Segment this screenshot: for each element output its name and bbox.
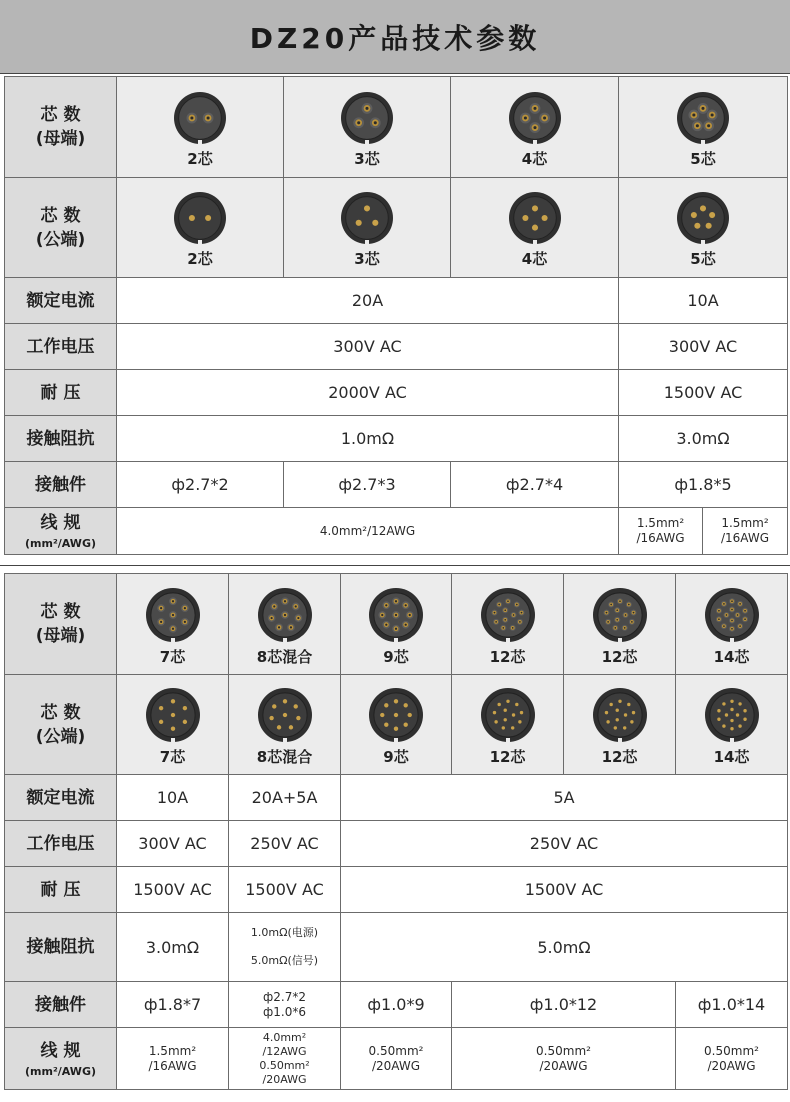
contacts-value: ф1.0*14 — [676, 982, 788, 1028]
connector-cell — [564, 574, 676, 675]
contacts-label: 接触件 — [5, 462, 117, 508]
divider — [0, 565, 790, 566]
wire-value: 1.5mm² /16AWG — [117, 1028, 229, 1090]
connector-cell — [341, 675, 452, 775]
core-caption: 9芯 — [383, 748, 409, 766]
contacts-value: ф1.8*5 — [619, 462, 788, 508]
male-label: 芯 数 (公端) — [5, 675, 117, 775]
wire-value: 0.50mm² /20AWG — [452, 1028, 676, 1090]
connector-2-female-icon — [172, 90, 228, 146]
connector-7-male-icon — [144, 686, 202, 744]
core-caption: 14芯 — [713, 748, 750, 766]
connector-3-female-icon — [339, 90, 395, 146]
connector-2-male-icon — [172, 190, 228, 246]
current-value: 20A+5A — [229, 775, 341, 821]
connector-cell — [452, 675, 564, 775]
female-label: 芯 数 (母端) — [5, 77, 117, 178]
contacts-value: ф1.0*12 — [452, 982, 676, 1028]
wire-label: 线 规 (mm²/AWG) — [5, 508, 117, 555]
resistance-label: 接触阻抗 — [5, 416, 117, 462]
connector-9-female-icon — [367, 586, 425, 644]
core-caption: 12芯 — [601, 748, 638, 766]
withstand-value: 1500V AC — [619, 370, 788, 416]
core-caption: 14芯 — [713, 647, 750, 666]
core-caption: 5芯 — [690, 250, 716, 268]
female-row — [5, 574, 788, 675]
voltage-value: 250V AC — [229, 821, 341, 867]
wire-value: 4.0mm²/12AWG — [117, 508, 619, 555]
female-row — [5, 77, 788, 178]
voltage-label: 工作电压 — [5, 324, 117, 370]
connector-7-female-icon — [144, 586, 202, 644]
core-caption: 3芯 — [354, 149, 380, 168]
connector-cell — [117, 675, 229, 775]
connector-12-male-icon — [591, 686, 649, 744]
connector-12-female-icon — [479, 586, 537, 644]
withstand-value: 1500V AC — [229, 867, 341, 913]
core-caption: 8芯混合 — [256, 748, 313, 766]
current-row — [5, 775, 788, 821]
current-value: 5A — [341, 775, 788, 821]
connector-cell — [619, 77, 788, 178]
contacts-value: ф2.7*4 — [451, 462, 619, 508]
contacts-value: ф2.7*2 — [117, 462, 284, 508]
wire-value: 1.5mm² /16AWG — [619, 508, 703, 555]
current-value: 10A — [619, 278, 788, 324]
core-caption: 2芯 — [187, 149, 213, 168]
voltage-row — [5, 324, 788, 370]
male-row — [5, 178, 788, 278]
connector-4-female-icon — [507, 90, 563, 146]
wire-value: 0.50mm² /20AWG — [341, 1028, 452, 1090]
voltage-value: 300V AC — [117, 324, 619, 370]
connector-4-male-icon — [507, 190, 563, 246]
current-value: 20A — [117, 278, 619, 324]
connector-cell — [676, 675, 788, 775]
connector-cell — [117, 77, 284, 178]
spec-table-1 — [4, 76, 788, 555]
connector-8-female-icon — [256, 586, 314, 644]
resistance-value: 1.0mΩ — [117, 416, 619, 462]
voltage-label: 工作电压 — [5, 821, 117, 867]
connector-cell — [284, 77, 451, 178]
contacts-row — [5, 462, 788, 508]
voltage-row — [5, 821, 788, 867]
connector-14-female-icon — [703, 586, 761, 644]
withstand-value: 1500V AC — [117, 867, 229, 913]
connector-cell — [619, 178, 788, 278]
page-header — [0, 0, 790, 73]
core-caption: 4芯 — [521, 250, 548, 268]
connector-12-male-icon — [479, 686, 537, 744]
core-caption: 4芯 — [521, 149, 548, 168]
core-caption: 2芯 — [187, 250, 213, 268]
page-title: DZ20产品技术参数 — [249, 21, 541, 55]
connector-5-male-icon — [675, 190, 731, 246]
female-label: 芯 数 (母端) — [5, 574, 117, 675]
connector-cell — [117, 574, 229, 675]
core-caption: 7芯 — [159, 748, 186, 766]
core-caption: 9芯 — [383, 647, 409, 666]
withstand-value: 1500V AC — [341, 867, 788, 913]
core-caption: 12芯 — [601, 647, 638, 666]
withstand-label: 耐 压 — [5, 370, 117, 416]
current-label: 额定电流 — [5, 775, 117, 821]
voltage-value: 250V AC — [341, 821, 788, 867]
connector-cell — [117, 178, 284, 278]
wire-value: 1.5mm² /16AWG — [703, 508, 788, 555]
current-row — [5, 278, 788, 324]
male-label: 芯 数 (公端) — [5, 178, 117, 278]
core-caption: 7芯 — [159, 647, 186, 666]
connector-9-male-icon — [367, 686, 425, 744]
connector-cell — [284, 178, 451, 278]
resistance-label: 接触阻抗 — [5, 913, 117, 982]
resistance-value: 3.0mΩ — [117, 913, 229, 982]
core-caption: 12芯 — [489, 647, 526, 666]
resistance-value: 5.0mΩ — [341, 913, 788, 982]
connector-14-male-icon — [703, 686, 761, 744]
connector-cell — [676, 574, 788, 675]
withstand-value: 2000V AC — [117, 370, 619, 416]
connector-12-female-icon — [591, 586, 649, 644]
current-label: 额定电流 — [5, 278, 117, 324]
withstand-row — [5, 370, 788, 416]
current-value: 10A — [117, 775, 229, 821]
contacts-value: ф1.0*9 — [341, 982, 452, 1028]
core-caption: 5芯 — [690, 149, 716, 168]
contacts-value: ф2.7*3 — [284, 462, 451, 508]
connector-cell — [341, 574, 452, 675]
withstand-label: 耐 压 — [5, 867, 117, 913]
withstand-row — [5, 867, 788, 913]
divider — [0, 73, 790, 74]
connector-5-female-icon — [675, 90, 731, 146]
contacts-value: ф1.8*7 — [117, 982, 229, 1028]
connector-cell — [229, 675, 341, 775]
voltage-value: 300V AC — [117, 821, 229, 867]
contacts-row — [5, 982, 788, 1028]
wire-row — [5, 508, 788, 555]
core-caption: 8芯混合 — [256, 647, 313, 666]
wire-value: 0.50mm² /20AWG — [676, 1028, 788, 1090]
contacts-label: 接触件 — [5, 982, 117, 1028]
connector-cell — [564, 675, 676, 775]
connector-cell — [229, 574, 341, 675]
resistance-value: 3.0mΩ — [619, 416, 788, 462]
resistance-value: 1.0mΩ(电源) 5.0mΩ(信号) — [229, 913, 341, 982]
connector-cell — [452, 574, 564, 675]
connector-8-male-icon — [256, 686, 314, 744]
resistance-row — [5, 913, 788, 982]
spec-table-2 — [4, 573, 788, 1090]
voltage-value: 300V AC — [619, 324, 788, 370]
wire-row — [5, 1028, 788, 1090]
contacts-value: ф2.7*2 ф1.0*6 — [229, 982, 341, 1028]
connector-3-male-icon — [339, 190, 395, 246]
connector-cell — [451, 77, 619, 178]
wire-label: 线 规 (mm²/AWG) — [5, 1028, 117, 1090]
connector-cell — [451, 178, 619, 278]
core-caption: 12芯 — [489, 748, 526, 766]
wire-value: 4.0mm² /12AWG 0.50mm² /20AWG — [229, 1028, 341, 1090]
resistance-row — [5, 416, 788, 462]
core-caption: 3芯 — [354, 250, 380, 268]
male-row — [5, 675, 788, 775]
